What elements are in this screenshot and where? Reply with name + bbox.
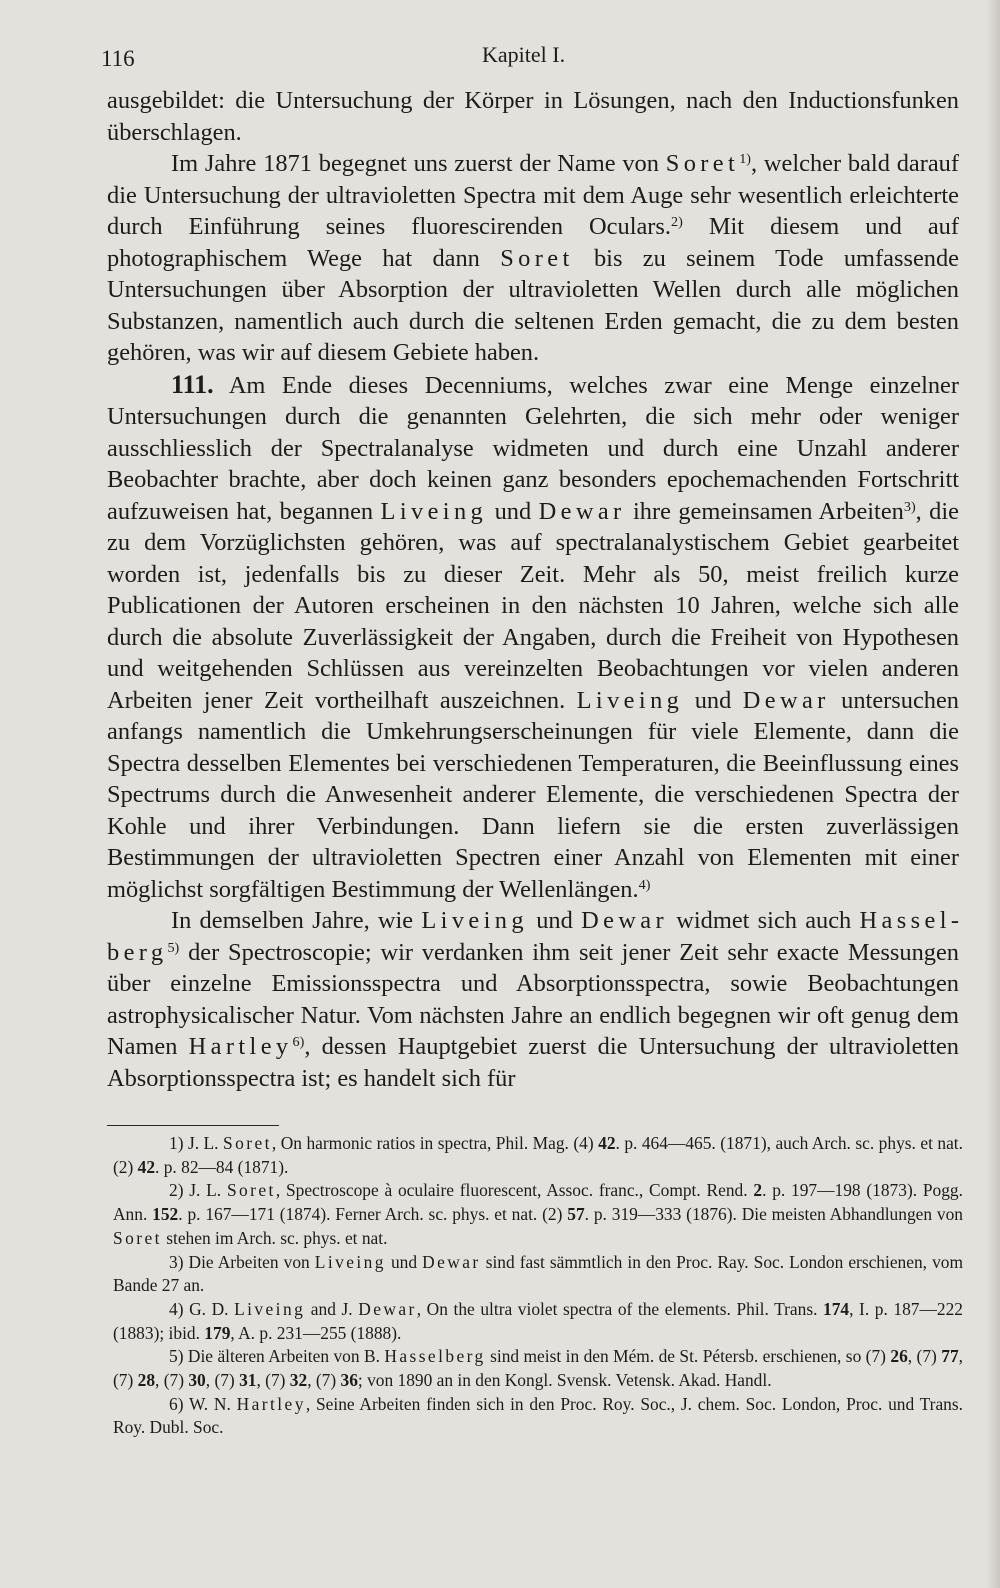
paragraph-continuation: ausgebildet: die Untersuchung der Körper in Lösungen, nach den Inductionsfunken überschlagen. [107,87,959,146]
paragraph-hasselberg: In demselben Jahre, wie Liveing und Dewar widmet sich auch Hasselberg$^{5)}$ der Spectroscopie; wir verdanken ihm seit jener Zeit sehr exacte Messungen über einzelne Emissionsspectra und Absorptionsspectra, sowie Beobachtungen astrophysicalischer Natur. Vom nächsten Jahre an endlich begegnen wir oft genug dem Namen Hartley$^{6)}$, dessen Hauptgebiet zuerst die Untersuchung der ultravioletten Absorptionsspectra ist; es handelt sich für [107,907,960,1092]
footnotes [113,1132,963,1440]
paragraph-section-111: 111. Am Ende dieses Decenniums, welches zwar eine Menge einzelner Untersuchungen durch die genannten Gelehrten, die sich mehr oder weniger ausschliesslich der Spectralanalyse widmeten und durch eine Unzahl anderer Beobachter brachte, aber doch keinen ganz besonders epochemachenden Fortschritt aufzuweisen hat, begannen Liveing und Dewar ihre gemeinsamen Arbeiten$^{3)}$, die zu dem Vorzüglichsten gehören, was auf spectralanalystischem Gebiet gearbeitet worden ist, jedenfalls bis zu dieser Zeit. Mehr als 50, meist freilich kurze Publicationen der Autoren erscheinen in den nächsten 10 Jahren, welche sich alle durch die absolute Zuverlässigkeit der Angaben, durch die Freiheit von Hypothesen und weitgehenden Schlüssen aus vereinzelten Beobachtungen vor vielen anderen Arbeiten jener Zeit vortheilhaft auszeichnen. Liveing und Dewar untersuchen anfangs namentlich die Umkehrungserscheinungen für viele Elemente, dann die Spectra desselben Elementes bei verschiedenen Temperaturen, die Beeinflussung eines Spectrums durch die Anwesenheit anderer Elemente, die verschiedenen Spectra der Kohle und ihrer Verbindungen. Dann liefern sie die ersten zuverlässigen Bestimmungen der ultravioletten Spectren einer Anzahl von Elementen mit einer möglichst sorgfältigen Bestimmung der Wellenlängen.$^{4)}$ [107,369,959,903]
author-name: Dewar [742,686,830,714]
footnote-divider [107,1125,279,1126]
footnote-1: 1) J. L. Soret, On harmonic ratios in spectra, Phil. Mag. (4) 42. p. 464—465. (1871), auch Arch. sc. phys. et nat. (2) 42. p. 82—84 (1871). [113,1133,963,1177]
footnote-3: 3) Die Arbeiten von Liveing und Dewar sind fast sämmtlich in den Proc. Ray. Soc. London erschienen, vom Bande 27 an. [113,1251,963,1296]
author-name: Dewar [581,907,669,934]
footnote-ref: 4) [638,876,651,893]
footnote-ref: 2) [671,214,683,231]
author-name: Liveing [380,497,488,525]
chapter-title: Kapitel I. [482,42,566,67]
running-head [0,38,1000,78]
footnote-6: 6) W. N. Hartley, Seine Arbeiten finden sich in den Proc. Roy. Soc., J. chem. Soc. London, Proc. und Trans. Roy. Dubl. Soc. [113,1393,963,1438]
footnote-2: 2) J. L. Soret, Spectroscope à oculaire fluorescent, Assoc. franc., Compt. Rend. 2. p. 197—198 (1873). Pogg. Ann. 152. p. 167—171 (1874). Ferner Arch. sc. phys. et nat. (2) 57. p. 319—333 (1876). Die meisten Abhandlungen von Soret stehen im Arch. sc. phys. et nat. [113,1180,963,1248]
author-name: Dewar [538,497,626,525]
page-number: 116 [101,46,135,71]
section-number: 111. [171,369,214,399]
author-name: Soret [500,244,574,272]
author-name: Hasselberg [107,907,960,966]
author-name: Hartley [188,1033,293,1060]
author-name: Soret [665,150,740,177]
footnote-4: 4) G. D. Liveing and J. Dewar, On the ultra violet spectra of the elements. Phil. Trans. 174, I. p. 187—222 (1883); ibid. 179, A. p. 231—255 (1888). [113,1298,963,1343]
author-name: Liveing [421,907,528,934]
footnote-ref: 3) [903,498,916,515]
author-name: Liveing [576,686,684,714]
footnote-ref: 6) [292,1034,305,1051]
footnote-5: 5) Die älteren Arbeiten von B. Hasselberg sind meist in den Mém. de St. Pétersb. erschienen, so (7) 26, (7) 77, (7) 28, (7) 30, (7) 31, (7) 32, (7) 36; von 1890 an in den Kongl. Svensk. Vetensk. Akad. Handl. [113,1346,964,1391]
footnote-ref: 5) [167,939,180,956]
main-text [107,85,959,1094]
footnote-ref: 1) [739,151,751,168]
paragraph-soret: Im Jahre 1871 begegnet uns zuerst der Name von Soret$^{1)}$, welcher bald darauf die Untersuchung der ultravioletten Spectra mit dem Auge sehr wesentlich erleichterte durch Einführung seines fluorescirenden Oculars.$^{2)}$ Mit diesem und auf photographischem Wege hat dann Soret bis zu seinem Tode umfassende Untersuchungen über Absorption der ultravioletten Wellen durch alle möglichen Substanzen, namentlich auch durch die seltenen Erden gemacht, die zu dem besten gehören, was wir auf diesem Gebiete haben. [107,150,960,366]
